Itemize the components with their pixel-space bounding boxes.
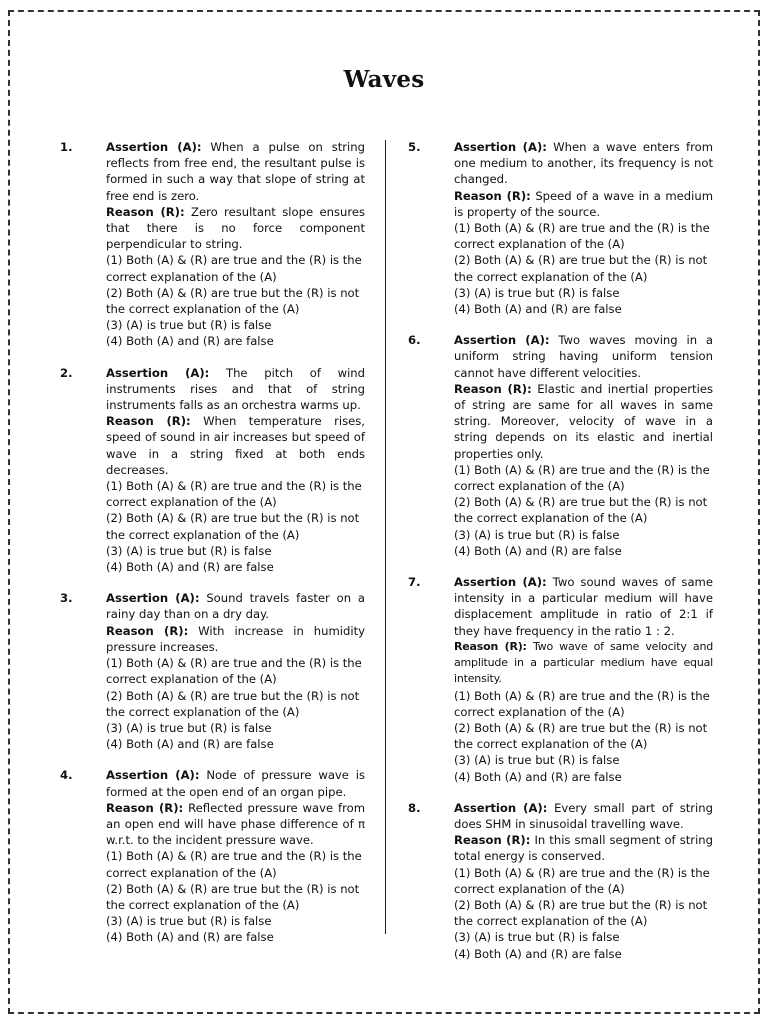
option-4: (4) Both (A) and (R) are false [454, 302, 622, 317]
question-number: 6. [408, 333, 421, 348]
assertion-label: Assertion (A): [106, 365, 210, 380]
reason-label: Reason (R): [454, 188, 531, 203]
reason-label: Reason (R): [454, 639, 527, 653]
question-number: 7. [408, 575, 421, 590]
option-2: (2) Both (A) & (R) are true but the (R) is not the correct explanation of the (A) [454, 897, 708, 929]
assertion-label: Assertion (A): [454, 333, 550, 348]
option-3: (3) (A) is true but (R) is false [454, 285, 620, 300]
option-4: (4) Both (A) and (R) are false [454, 543, 622, 558]
option-2: (2) Both (A) & (R) are true but the (R) is not the correct explanation of the (A) [106, 688, 360, 719]
assertion-label: Assertion (A): [106, 140, 202, 154]
assertion-text: Assertion (A): The pitch of wind instruments rises and that of string instruments falls as an orchestra warms up. [106, 365, 365, 413]
option-3: (3) (A) is true but (R) is false [106, 914, 272, 929]
option-4: (4) Both (A) and (R) are false [106, 560, 274, 575]
assertion-text: Assertion (A): Sound travels faster on a rainy day than on a dry day. [106, 591, 366, 622]
assertion-text: Assertion (A): When a wave enters from one medium to another, its frequency is not changed. [454, 140, 714, 187]
option-4: (4) Both (A) and (R) are false [454, 946, 622, 961]
option-1: (1) Both (A) & (R) are true and the (R) is the correct explanation of the (A) [454, 221, 710, 252]
question-number: 2. [60, 365, 73, 380]
question-number: 3. [60, 591, 73, 606]
assertion-label: Assertion (A): [454, 140, 547, 154]
option-2: (2) Both (A) & (R) are true but the (R) is not the correct explanation of the (A) [106, 285, 360, 317]
reason-label: Reason (R): [106, 800, 184, 815]
option-2: (2) Both (A) & (R) are true but the (R) is not the correct explanation of the (A) [454, 495, 708, 526]
page-title: Waves [343, 66, 425, 93]
option-2: (2) Both (A) & (R) are true but the (R) is not the correct explanation of the (A) [454, 253, 708, 284]
reason-label: Reason (R): [106, 204, 185, 219]
option-2: (2) Both (A) & (R) are true but the (R) is not the correct explanation of the (A) [454, 720, 708, 752]
option-3: (3) (A) is true but (R) is false [106, 318, 272, 333]
question-1 [60, 139, 365, 350]
question-8 [408, 800, 713, 962]
option-3: (3) (A) is true but (R) is false [106, 720, 272, 735]
option-1: (1) Both (A) & (R) are true and the (R) is the correct explanation of the (A) [454, 865, 710, 896]
reason-text: Reason (R): When temperature rises, speed of sound in air increases but speed of wave in a string fixed at both ends decreases. [106, 414, 365, 477]
reason-text: Reason (R): Reflected pressure wave from an open end will have phase difference of π w.r.t. to the incident pressure wave. [106, 800, 365, 848]
reason-text: Reason (R): Two wave of same velocity and amplitude in a particular medium have equal intensity. [454, 639, 714, 686]
question-4 [60, 767, 365, 945]
assertion-label: Assertion (A): [454, 800, 548, 815]
option-4: (4) Both (A) and (R) are false [106, 737, 274, 752]
question-number: 4. [60, 768, 73, 783]
assertion-label: Assertion (A): [106, 591, 200, 606]
right-column [408, 139, 713, 977]
option-4: (4) Both (A) and (R) are false [454, 769, 622, 784]
option-2: (2) Both (A) & (R) are true but the (R) is not the correct explanation of the (A) [106, 511, 360, 542]
reason-text: Reason (R): Speed of a wave in a medium is property of the source. [454, 188, 714, 219]
assertion-text: Assertion (A): Every small part of string does SHM in sinusoidal travelling wave. [454, 800, 713, 831]
question-number: 1. [60, 140, 73, 154]
column-divider [385, 140, 386, 934]
question-number: 5. [408, 140, 421, 154]
reason-text: Reason (R): Zero resultant slope ensures that there is no force component perpendicular to string. [106, 204, 365, 252]
reason-text: Reason (R): In this small segment of string total energy is conserved. [454, 833, 713, 864]
option-1: (1) Both (A) & (R) are true and the (R) is the correct explanation of the (A) [454, 688, 710, 719]
reason-text: Reason (R): Elastic and inertial properties of string are same for all waves in same string. Moreover, velocity of wave in a string depends on its elastic and inertial properties only. [454, 381, 713, 461]
option-3: (3) (A) is true but (R) is false [454, 753, 620, 768]
question-number: 8. [408, 800, 421, 815]
option-1: (1) Both (A) & (R) are true and the (R) is the correct explanation of the (A) [106, 253, 362, 284]
left-column [60, 139, 365, 961]
reason-label: Reason (R): [106, 414, 191, 429]
question-5 [408, 139, 713, 317]
option-4: (4) Both (A) and (R) are false [106, 930, 274, 945]
question-2 [60, 365, 365, 576]
question-7 [408, 574, 713, 785]
question-6 [408, 332, 713, 559]
reason-label: Reason (R): [454, 381, 532, 396]
assertion-text: Assertion (A): Two sound waves of same intensity in a particular medium will have displacement amplitude in ratio of 2:1 if they have frequency in the ratio 1 : 2. [454, 575, 713, 638]
option-1: (1) Both (A) & (R) are true and the (R) is the correct explanation of the (A) [454, 462, 710, 494]
reason-label: Reason (R): [106, 623, 189, 638]
assertion-text: Assertion (A): Node of pressure wave is formed at the open end of an organ pipe. [106, 768, 366, 799]
question-3 [60, 590, 365, 752]
reason-text: Reason (R): With increase in humidity pressure increases. [106, 623, 366, 654]
option-1: (1) Both (A) & (R) are true and the (R) is the correct explanation of the (A) [106, 849, 362, 880]
reason-label: Reason (R): [454, 833, 531, 848]
option-2: (2) Both (A) & (R) are true but the (R) is not the correct explanation of the (A) [106, 881, 360, 912]
option-3: (3) (A) is true but (R) is false [106, 543, 272, 558]
option-1: (1) Both (A) & (R) are true and the (R) is the correct explanation of the (A) [106, 479, 362, 510]
option-3: (3) (A) is true but (R) is false [454, 527, 620, 542]
assertion-label: Assertion (A): [454, 575, 547, 590]
assertion-text: Assertion (A): When a pulse on string reflects from free end, the resultant pulse is formed in such a way that slope of string at free end is zero. [106, 140, 365, 203]
option-4: (4) Both (A) and (R) are false [106, 334, 274, 349]
option-3: (3) (A) is true but (R) is false [454, 930, 620, 945]
assertion-label: Assertion (A): [106, 768, 200, 783]
option-1: (1) Both (A) & (R) are true and the (R) is the correct explanation of the (A) [106, 656, 362, 687]
assertion-text: Assertion (A): Two waves moving in a uniform string having uniform tension cannot have different velocities. [454, 333, 714, 380]
